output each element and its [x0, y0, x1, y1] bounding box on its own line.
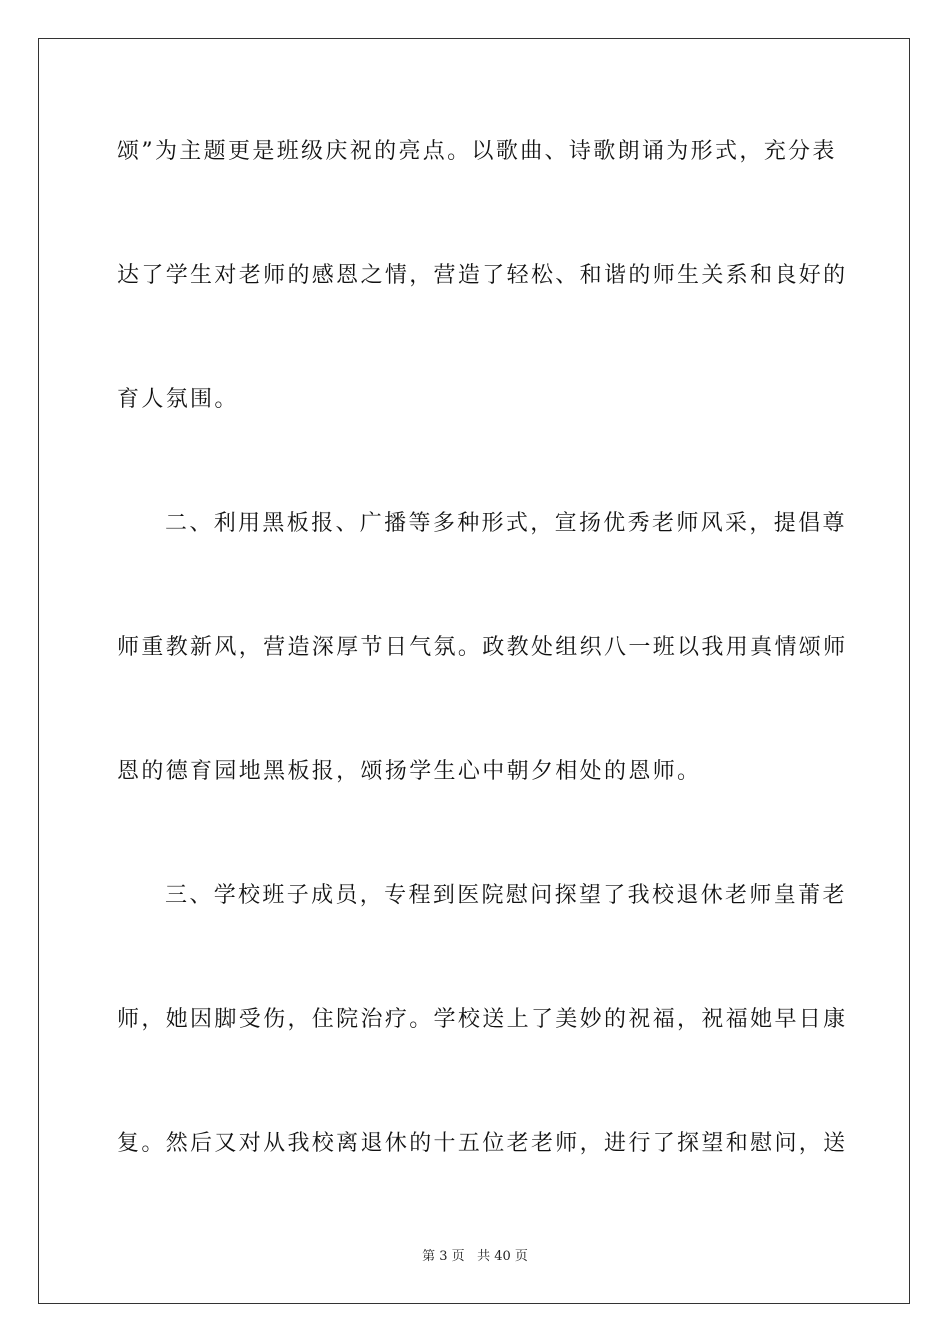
body-text-line-1: 颂”为主题更是班级庆祝的亮点。以歌曲、诗歌朗诵为形式，充分表	[117, 139, 837, 164]
body-text-line-3: 育人氛围。	[117, 387, 239, 412]
page-footer	[0, 1248, 950, 1266]
body-text-line-7: 三、学校班子成员，专程到医院慰问探望了我校退休老师皇莆老	[165, 883, 847, 908]
body-text-line-4: 二、利用黑板报、广播等多种形式，宣扬优秀老师风采，提倡尊	[165, 511, 847, 536]
page-total: 共 40 页	[477, 1249, 528, 1264]
body-text-line-6: 恩的德育园地黑板报，颂扬学生心中朝夕相处的恩师。	[117, 759, 702, 784]
body-text-line-8: 师，她因脚受伤，住院治疗。学校送上了美妙的祝福，祝福她早日康	[117, 1007, 848, 1032]
body-text-line-5: 师重教新风，营造深厚节日气氛。政教处组织八一班以我用真情颂师	[117, 635, 848, 660]
page-border	[38, 38, 910, 1304]
page-number: 第 3 页	[422, 1249, 465, 1264]
body-text-line-2: 达了学生对老师的感恩之情，营造了轻松、和谐的师生关系和良好的	[117, 263, 848, 288]
body-text-line-9: 复。然后又对从我校离退休的十五位老老师，进行了探望和慰问，送	[117, 1131, 848, 1156]
